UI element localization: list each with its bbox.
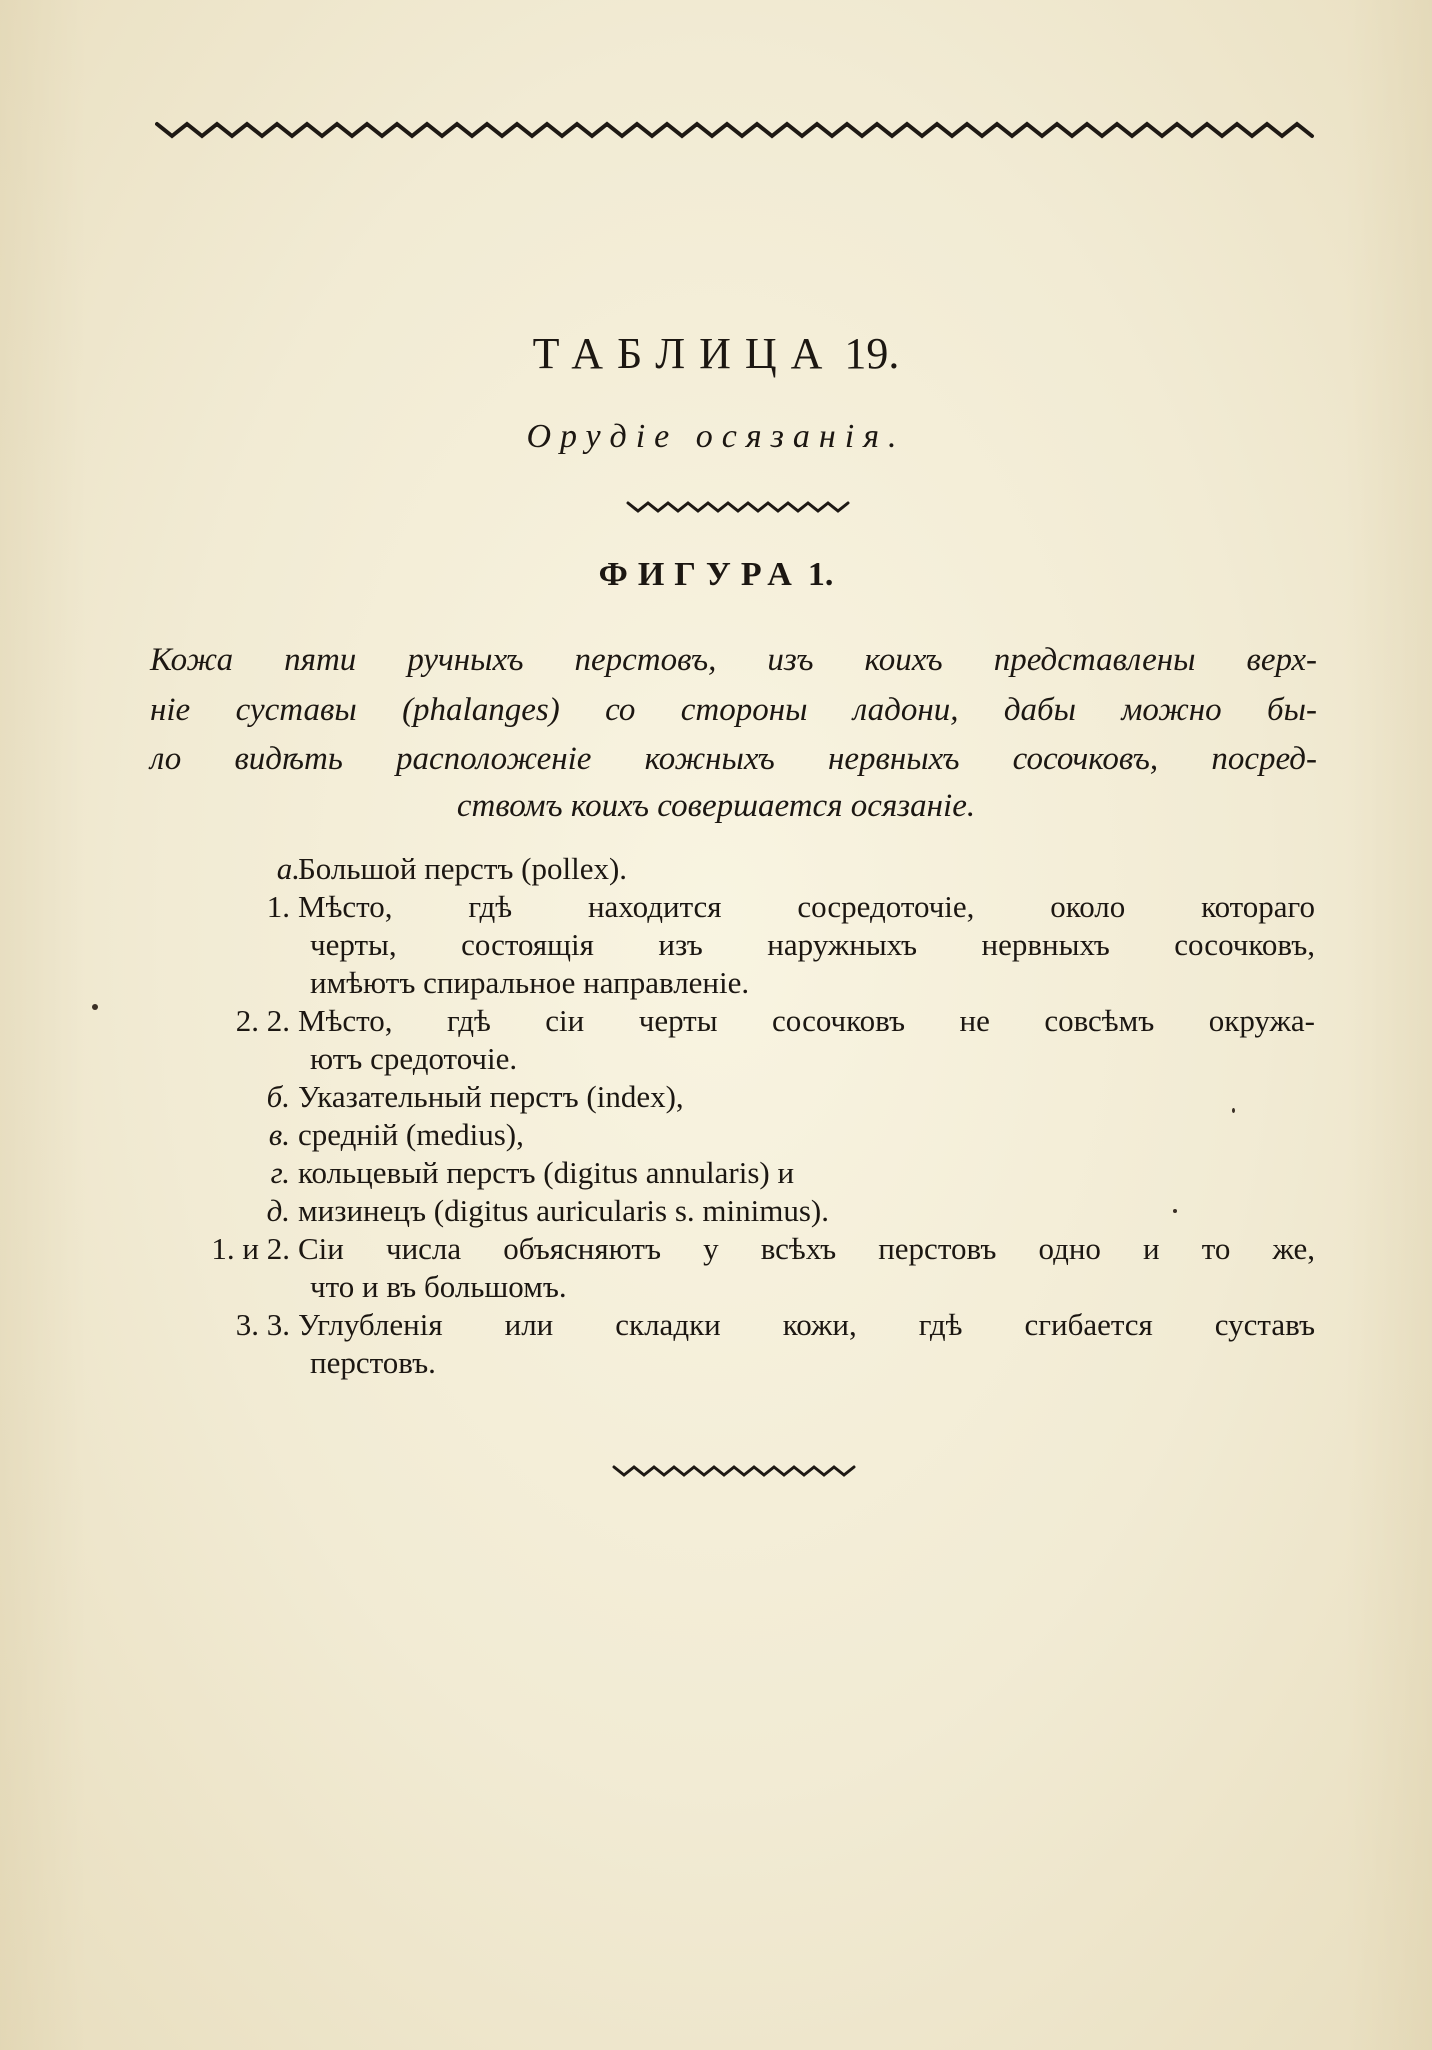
subtitle: Орудіе осязанія. — [526, 418, 906, 455]
description-line-4: ствомъ коихъ совершается осязаніе. — [456, 788, 976, 824]
legend-label: 1. — [266, 889, 290, 924]
legend-text: Сіи числа объясняютъ у всѣхъ перстовъ одно и то же, — [298, 1231, 1315, 1266]
legend-text: Указательный перстъ (index), — [298, 1079, 684, 1114]
legend-text: Большой перстъ (pollex). — [298, 851, 628, 886]
legend-label: д. — [266, 1193, 290, 1228]
legend-text: ютъ средоточіе. — [310, 1041, 518, 1076]
legend-text: имѣютъ спиральное направленіе. — [310, 965, 750, 1000]
legend-label: 2. 2. — [235, 1003, 290, 1038]
legend-text: что и въ большомъ. — [310, 1269, 567, 1304]
legend-text: перстовъ. — [310, 1345, 436, 1380]
ink-speck — [1173, 1209, 1177, 1213]
table-number: 19. — [844, 329, 900, 378]
description-line-2: ніе суставы (phalanges) со стороны ладони, дабы можно бы- — [150, 692, 1317, 728]
legend-label: 1. и 2. — [211, 1231, 290, 1266]
legend-label: а. — [276, 851, 300, 886]
middle-ornament-rule — [626, 498, 852, 516]
legend-text: черты, состоящія изъ наружныхъ нервныхъ сосочковъ, — [310, 927, 1315, 962]
legend-text: кольцевый перстъ (digitus annularis) и — [298, 1155, 795, 1190]
legend-text: мизинецъ (digitus auricularis s. minimus). — [298, 1193, 829, 1228]
legend-label: в. — [268, 1117, 290, 1152]
legend-label: г. — [270, 1155, 290, 1190]
legend-label: б. — [266, 1079, 290, 1114]
legend-label: 3. 3. — [235, 1307, 290, 1342]
top-ornament-rule — [155, 116, 1320, 144]
figure-heading — [0, 556, 1432, 594]
figure-label: ФИГУРА — [598, 556, 802, 593]
legend-text: Мѣсто, гдѣ сіи черты сосочковъ не совсѣмъ окружа- — [298, 1003, 1315, 1038]
description-line-3: ло видѣть расположеніе кожныхъ нервныхъ сосочковъ, посред- — [150, 741, 1317, 777]
ink-speck — [92, 1004, 98, 1010]
description-line-1: Кожа пяти ручныхъ перстовъ, изъ коихъ представлены верх- — [150, 642, 1317, 678]
table-title — [0, 328, 1432, 379]
legend-text: Мѣсто, гдѣ находится сосредоточіе, около котораго — [298, 889, 1315, 924]
legend-text: Углубленія или складки кожи, гдѣ сгибается суставъ — [298, 1307, 1315, 1342]
ink-speck — [1232, 1108, 1235, 1113]
figure-number: 1. — [807, 556, 834, 593]
legend-text: средній (medius), — [298, 1117, 524, 1152]
bottom-ornament-rule — [612, 1462, 858, 1480]
table-title-word: ТАБЛИЦА — [532, 329, 837, 378]
